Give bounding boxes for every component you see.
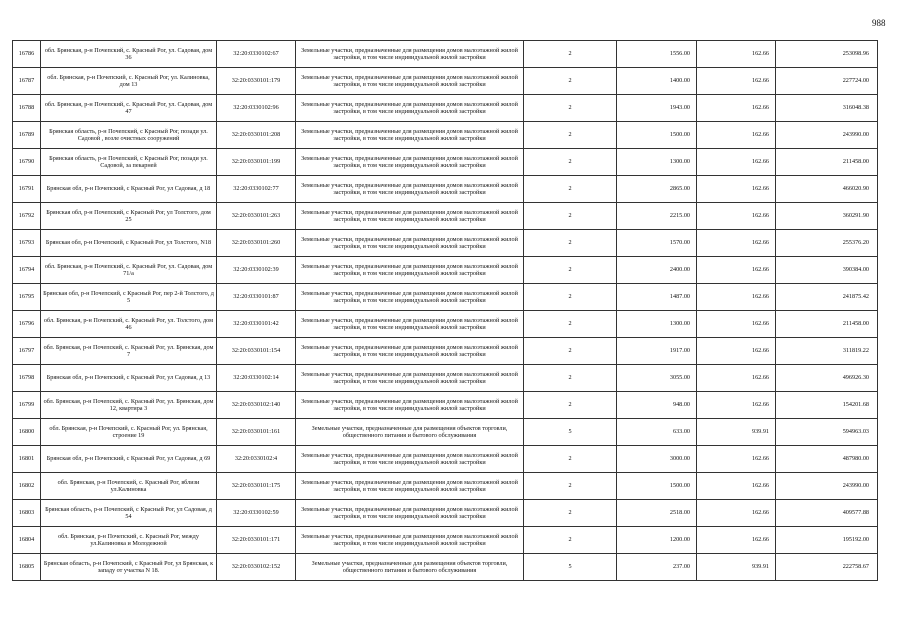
row-number-cell: 16793 [13, 230, 41, 257]
land-use-cell: Земельные участки, предназначенные для размещения домов малоэтажной жилой застройки, в том числе индивидуальной жилой застройки [296, 338, 524, 365]
row-number-cell: 16803 [13, 500, 41, 527]
cadastral-number-cell: 32:20:0330102:4 [217, 446, 296, 473]
cadastral-value-cell: 316048.38 [776, 95, 878, 122]
address-cell: Брянская обл, р-н Почепский, с Красный Рог, ул Садовая, д 13 [41, 365, 217, 392]
cadastral-number-cell: 32:20:0330101:199 [217, 149, 296, 176]
cadastral-value-cell: 496926.30 [776, 365, 878, 392]
cadastral-value-cell: 253098.96 [776, 41, 878, 68]
page-number: 988 [872, 18, 886, 28]
table-row [13, 365, 878, 392]
area-cell: 1300.00 [617, 149, 697, 176]
area-cell: 1200.00 [617, 527, 697, 554]
cadastral-number-cell: 32:20:0330102:77 [217, 176, 296, 203]
cadastral-value-cell: 222758.67 [776, 554, 878, 581]
table-row [13, 176, 878, 203]
specific-value-cell: 162.66 [697, 311, 776, 338]
area-cell: 1500.00 [617, 122, 697, 149]
cadastral-number-cell: 32:20:0330102:14 [217, 365, 296, 392]
area-cell: 1570.00 [617, 230, 697, 257]
cadastral-value-cell: 311819.22 [776, 338, 878, 365]
group-cell: 5 [524, 554, 617, 581]
cadastral-number-cell: 32:20:0330101:87 [217, 284, 296, 311]
row-number-cell: 16804 [13, 527, 41, 554]
specific-value-cell: 162.66 [697, 176, 776, 203]
area-cell: 1943.00 [617, 95, 697, 122]
row-number-cell: 16787 [13, 68, 41, 95]
table-row [13, 203, 878, 230]
cadastral-number-cell: 32:20:0330101:154 [217, 338, 296, 365]
group-cell: 2 [524, 311, 617, 338]
specific-value-cell: 939.91 [697, 554, 776, 581]
land-use-cell: Земельные участки, предназначенные для размещения домов малоэтажной жилой застройки, в том числе индивидуальной жилой застройки [296, 122, 524, 149]
land-use-cell: Земельные участки, предназначенные для размещения домов малоэтажной жилой застройки, в том числе индивидуальной жилой застройки [296, 41, 524, 68]
address-cell: Брянская обл, р-н Почепский, с Красный Рог, ул Толстого, дом 25 [41, 203, 217, 230]
group-cell: 2 [524, 392, 617, 419]
table-row [13, 527, 878, 554]
row-number-cell: 16798 [13, 365, 41, 392]
area-cell: 1556.00 [617, 41, 697, 68]
area-cell: 1917.00 [617, 338, 697, 365]
table-body [13, 41, 878, 581]
row-number-cell: 16790 [13, 149, 41, 176]
land-use-cell: Земельные участки, предназначенные для размещения домов малоэтажной жилой застройки, в том числе индивидуальной жилой застройки [296, 446, 524, 473]
specific-value-cell: 162.66 [697, 338, 776, 365]
cadastral-number-cell: 32:20:0330101:42 [217, 311, 296, 338]
row-number-cell: 16805 [13, 554, 41, 581]
address-cell: обл. Брянская, р-н Почепский, с. Красный Рог, ул. Калиновка, дом 13 [41, 68, 217, 95]
cadastral-number-cell: 32:20:0330101:208 [217, 122, 296, 149]
cadastral-value-cell: 243990.00 [776, 473, 878, 500]
address-cell: обл. Брянская, р-н Почепский, с. Красный Рог, ул. Толстого, дом 46 [41, 311, 217, 338]
cadastral-value-cell: 211458.00 [776, 149, 878, 176]
cadastral-number-cell: 32:20:0330102:59 [217, 500, 296, 527]
land-use-cell: Земельные участки, предназначенные для размещения домов малоэтажной жилой застройки, в том числе индивидуальной жилой застройки [296, 257, 524, 284]
cadastral-value-table [12, 40, 878, 581]
cadastral-value-cell: 360291.90 [776, 203, 878, 230]
land-use-cell: Земельные участки, предназначенные для размещения домов малоэтажной жилой застройки, в том числе индивидуальной жилой застройки [296, 284, 524, 311]
row-number-cell: 16788 [13, 95, 41, 122]
cadastral-value-cell: 227724.00 [776, 68, 878, 95]
table-row [13, 284, 878, 311]
land-use-cell: Земельные участки, предназначенные для размещения домов малоэтажной жилой застройки, в том числе индивидуальной жилой застройки [296, 527, 524, 554]
table-row [13, 446, 878, 473]
specific-value-cell: 162.66 [697, 257, 776, 284]
land-use-cell: Земельные участки, предназначенные для размещения домов малоэтажной жилой застройки, в том числе индивидуальной жилой застройки [296, 230, 524, 257]
address-cell: Брянская область, р-н Почепский, с Красный Рог, ул Брянская, к западу от участка N 18. [41, 554, 217, 581]
table-row [13, 257, 878, 284]
row-number-cell: 16796 [13, 311, 41, 338]
table-row [13, 230, 878, 257]
cadastral-value-cell: 154201.68 [776, 392, 878, 419]
group-cell: 5 [524, 419, 617, 446]
area-cell: 1487.00 [617, 284, 697, 311]
specific-value-cell: 162.66 [697, 203, 776, 230]
table-row [13, 500, 878, 527]
area-cell: 2400.00 [617, 257, 697, 284]
cadastral-number-cell: 32:20:0330102:140 [217, 392, 296, 419]
cadastral-value-cell: 466020.90 [776, 176, 878, 203]
cadastral-value-cell: 241875.42 [776, 284, 878, 311]
row-number-cell: 16801 [13, 446, 41, 473]
specific-value-cell: 162.66 [697, 365, 776, 392]
area-cell: 1400.00 [617, 68, 697, 95]
group-cell: 2 [524, 473, 617, 500]
specific-value-cell: 162.66 [697, 392, 776, 419]
address-cell: Брянская область, р-н Почепский, с Красный Рог, ул Садовая, д 54 [41, 500, 217, 527]
land-use-cell: Земельные участки, предназначенные для размещения домов малоэтажной жилой застройки, в том числе индивидуальной жилой застройки [296, 68, 524, 95]
table-row [13, 392, 878, 419]
table-row [13, 95, 878, 122]
group-cell: 2 [524, 446, 617, 473]
group-cell: 2 [524, 284, 617, 311]
address-cell: Брянская обл, р-н Почепский, с Красный Рог, ул Садовая, д 69 [41, 446, 217, 473]
area-cell: 1300.00 [617, 311, 697, 338]
cadastral-number-cell: 32:20:0330102:39 [217, 257, 296, 284]
area-cell: 2215.00 [617, 203, 697, 230]
address-cell: обл. Брянская, р-н Почепский, с. Красный Рог, ул. Садовая, дом 47 [41, 95, 217, 122]
table-row [13, 311, 878, 338]
specific-value-cell: 162.66 [697, 527, 776, 554]
group-cell: 2 [524, 338, 617, 365]
group-cell: 2 [524, 95, 617, 122]
specific-value-cell: 162.66 [697, 68, 776, 95]
land-use-cell: Земельные участки, предназначенные для размещения домов малоэтажной жилой застройки, в том числе индивидуальной жилой застройки [296, 95, 524, 122]
row-number-cell: 16802 [13, 473, 41, 500]
table-row [13, 41, 878, 68]
area-cell: 2518.00 [617, 500, 697, 527]
land-use-cell: Земельные участки, предназначенные для размещения объектов торговли, общественного питания и бытового обслуживания [296, 554, 524, 581]
address-cell: обл. Брянская, р-н Почепский, с. Красный Рог, ул. Брянская, дом 12, квартира 3 [41, 392, 217, 419]
group-cell: 2 [524, 68, 617, 95]
group-cell: 2 [524, 500, 617, 527]
land-use-cell: Земельные участки, предназначенные для размещения домов малоэтажной жилой застройки, в том числе индивидуальной жилой застройки [296, 392, 524, 419]
specific-value-cell: 162.66 [697, 149, 776, 176]
cadastral-number-cell: 32:20:0330101:263 [217, 203, 296, 230]
group-cell: 2 [524, 176, 617, 203]
group-cell: 2 [524, 41, 617, 68]
land-use-cell: Земельные участки, предназначенные для размещения домов малоэтажной жилой застройки, в том числе индивидуальной жилой застройки [296, 365, 524, 392]
cadastral-number-cell: 32:20:0330101:260 [217, 230, 296, 257]
table-row [13, 419, 878, 446]
cadastral-number-cell: 32:20:0330101:179 [217, 68, 296, 95]
table-row [13, 122, 878, 149]
row-number-cell: 16799 [13, 392, 41, 419]
table-row [13, 338, 878, 365]
land-use-cell: Земельные участки, предназначенные для размещения объектов торговли, общественного питания и бытового обслуживания [296, 419, 524, 446]
cadastral-number-cell: 32:20:0330101:161 [217, 419, 296, 446]
address-cell: обл. Брянская, р-н Почепский, с. Красный Рог, между ул.Калиновка и Молодежной [41, 527, 217, 554]
address-cell: обл. Брянская, р-н Почепский, с. Красный Рог, ул. Садовая, дом 71/а [41, 257, 217, 284]
specific-value-cell: 162.66 [697, 95, 776, 122]
address-cell: Брянская обл, р-н Почепский, с Красный Рог, ул Толстого, N18 [41, 230, 217, 257]
address-cell: обл. Брянская, р-н Почепский, с. Красный Рог, ул. Садовая, дом 36 [41, 41, 217, 68]
group-cell: 2 [524, 365, 617, 392]
address-cell: обл. Брянская, р-н Почепский, с. Красный Рог, вблизи ул.Калиновка [41, 473, 217, 500]
row-number-cell: 16794 [13, 257, 41, 284]
area-cell: 948.00 [617, 392, 697, 419]
address-cell: обл. Брянская, р-н Почепский, с. Красный Рог, ул. Брянская, строение 19 [41, 419, 217, 446]
land-use-cell: Земельные участки, предназначенные для размещения домов малоэтажной жилой застройки, в том числе индивидуальной жилой застройки [296, 473, 524, 500]
cadastral-value-cell: 594963.03 [776, 419, 878, 446]
row-number-cell: 16795 [13, 284, 41, 311]
cadastral-value-cell: 211458.00 [776, 311, 878, 338]
specific-value-cell: 162.66 [697, 473, 776, 500]
row-number-cell: 16786 [13, 41, 41, 68]
group-cell: 2 [524, 527, 617, 554]
specific-value-cell: 162.66 [697, 500, 776, 527]
group-cell: 2 [524, 203, 617, 230]
address-cell: Брянская обл, р-н Почепский, с Красный Рог, ул Садовая, д 18 [41, 176, 217, 203]
row-number-cell: 16791 [13, 176, 41, 203]
cadastral-value-cell: 195192.00 [776, 527, 878, 554]
group-cell: 2 [524, 230, 617, 257]
area-cell: 237.00 [617, 554, 697, 581]
address-cell: Брянская обл, р-н Почепский, с Красный Рог, пер 2-й Толстого, д 5 [41, 284, 217, 311]
land-use-cell: Земельные участки, предназначенные для размещения домов малоэтажной жилой застройки, в том числе индивидуальной жилой застройки [296, 203, 524, 230]
land-use-cell: Земельные участки, предназначенные для размещения домов малоэтажной жилой застройки, в том числе индивидуальной жилой застройки [296, 149, 524, 176]
specific-value-cell: 162.66 [697, 41, 776, 68]
cadastral-value-cell: 409577.88 [776, 500, 878, 527]
group-cell: 2 [524, 257, 617, 284]
cadastral-number-cell: 32:20:0330102:96 [217, 95, 296, 122]
address-cell: обл. Брянская, р-н Почепский, с. Красный Рог, ул. Брянская, дом 7 [41, 338, 217, 365]
area-cell: 633.00 [617, 419, 697, 446]
area-cell: 3055.00 [617, 365, 697, 392]
area-cell: 1500.00 [617, 473, 697, 500]
row-number-cell: 16800 [13, 419, 41, 446]
group-cell: 2 [524, 149, 617, 176]
table-row [13, 68, 878, 95]
specific-value-cell: 939.91 [697, 419, 776, 446]
cadastral-number-cell: 32:20:0330102:152 [217, 554, 296, 581]
land-use-cell: Земельные участки, предназначенные для размещения домов малоэтажной жилой застройки, в том числе индивидуальной жилой застройки [296, 311, 524, 338]
cadastral-value-cell: 243990.00 [776, 122, 878, 149]
group-cell: 2 [524, 122, 617, 149]
cadastral-value-cell: 487980.00 [776, 446, 878, 473]
row-number-cell: 16797 [13, 338, 41, 365]
land-use-cell: Земельные участки, предназначенные для размещения домов малоэтажной жилой застройки, в том числе индивидуальной жилой застройки [296, 176, 524, 203]
area-cell: 2865.00 [617, 176, 697, 203]
area-cell: 3000.00 [617, 446, 697, 473]
cadastral-number-cell: 32:20:0330102:67 [217, 41, 296, 68]
cadastral-number-cell: 32:20:0330101:171 [217, 527, 296, 554]
specific-value-cell: 162.66 [697, 122, 776, 149]
address-cell: Брянская область, р-н Почепский, с Красный Рог, позади ул. Садовой, за пекарней [41, 149, 217, 176]
address-cell: Брянская область, р-н Почепский, с Красный Рог, позади ул. Садовой , возле очистных сооружений [41, 122, 217, 149]
specific-value-cell: 162.66 [697, 230, 776, 257]
specific-value-cell: 162.66 [697, 284, 776, 311]
row-number-cell: 16789 [13, 122, 41, 149]
cadastral-value-cell: 255376.20 [776, 230, 878, 257]
table-row [13, 473, 878, 500]
cadastral-number-cell: 32:20:0330101:175 [217, 473, 296, 500]
row-number-cell: 16792 [13, 203, 41, 230]
cadastral-value-cell: 390384.00 [776, 257, 878, 284]
specific-value-cell: 162.66 [697, 446, 776, 473]
table-row [13, 149, 878, 176]
table-row [13, 554, 878, 581]
land-use-cell: Земельные участки, предназначенные для размещения домов малоэтажной жилой застройки, в том числе индивидуальной жилой застройки [296, 500, 524, 527]
